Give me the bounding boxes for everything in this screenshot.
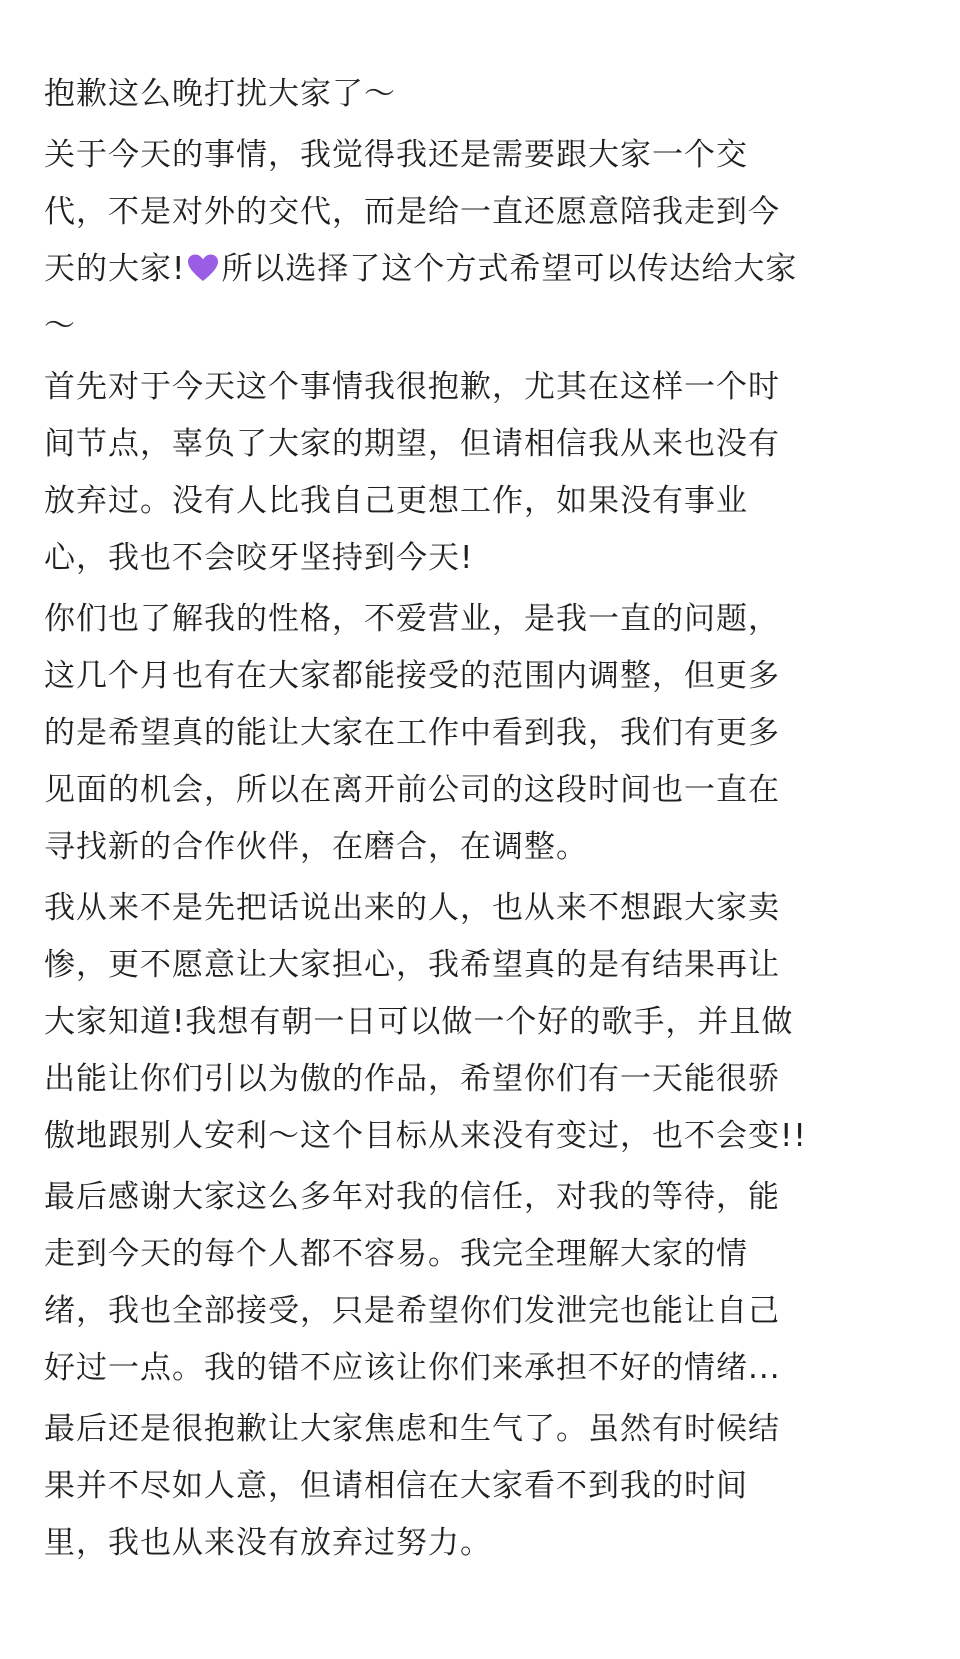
text-line: 关于今天的事情，我觉得我还是需要跟大家一个交 (44, 137, 748, 173)
purple-heart-icon (187, 253, 219, 283)
text-line: 好过一点。我的错不应该让你们来承担不好的情绪... (44, 1350, 781, 1386)
text-segment: 天的大家! (44, 251, 186, 287)
text-line: 首先对于今天这个事情我很抱歉，尤其在这样一个时 (44, 369, 780, 405)
paragraph-5 (44, 880, 920, 1165)
text-line: 间节点，辜负了大家的期望，但请相信我从来也没有 (44, 426, 780, 462)
text-line: ～ (44, 308, 76, 344)
text-line (44, 241, 920, 298)
text-line: 抱歉这么晚打扰大家了～ (44, 76, 396, 112)
text-line: 走到今天的每个人都不容易。我完全理解大家的情 (44, 1236, 748, 1272)
paragraph-6 (44, 1169, 920, 1397)
text-line: 见面的机会，所以在离开前公司的这段时间也一直在 (44, 772, 780, 808)
text-line: 大家知道!我想有朝一日可以做一个好的歌手，并且做 (44, 1004, 794, 1040)
text-line: 最后感谢大家这么多年对我的信任，对我的等待，能 (44, 1179, 780, 1215)
text-line: 最后还是很抱歉让大家焦虑和生气了。虽然有时候结 (44, 1411, 780, 1447)
text-line: 里，我也从来没有放弃过努力。 (44, 1525, 492, 1561)
text-line: 你们也了解我的性格，不爱营业，是我一直的问题， (44, 601, 780, 637)
paragraph-4 (44, 591, 920, 876)
paragraph-7 (44, 1401, 920, 1572)
text-line: 出能让你们引以为傲的作品，希望你们有一天能很骄 (44, 1061, 780, 1097)
text-line: 惨，更不愿意让大家担心，我希望真的是有结果再让 (44, 947, 780, 983)
text-segment: 所以选择了这个方式希望可以传达给大家 (221, 251, 798, 287)
text-line: 绪，我也全部接受，只是希望你们发泄完也能让自己 (44, 1293, 780, 1329)
text-line: 我从来不是先把话说出来的人，也从来不想跟大家卖 (44, 890, 780, 926)
paragraph-2 (44, 127, 920, 355)
text-line: 这几个月也有在大家都能接受的范围内调整，但更多 (44, 658, 780, 694)
text-line: 傲地跟别人安利～这个目标从来没有变过，也不会变!! (44, 1118, 807, 1154)
paragraph-3 (44, 359, 920, 587)
text-line: 的是希望真的能让大家在工作中看到我，我们有更多 (44, 715, 780, 751)
text-line: 代，不是对外的交代，而是给一直还愿意陪我走到今 (44, 194, 780, 230)
text-line: 果并不尽如人意，但请相信在大家看不到我的时间 (44, 1468, 748, 1504)
text-line: 心，我也不会咬牙坚持到今天! (44, 540, 474, 576)
paragraph-1 (44, 66, 920, 123)
text-line: 寻找新的合作伙伴，在磨合，在调整。 (44, 829, 588, 865)
text-line: 放弃过。没有人比我自己更想工作，如果没有事业 (44, 483, 748, 519)
